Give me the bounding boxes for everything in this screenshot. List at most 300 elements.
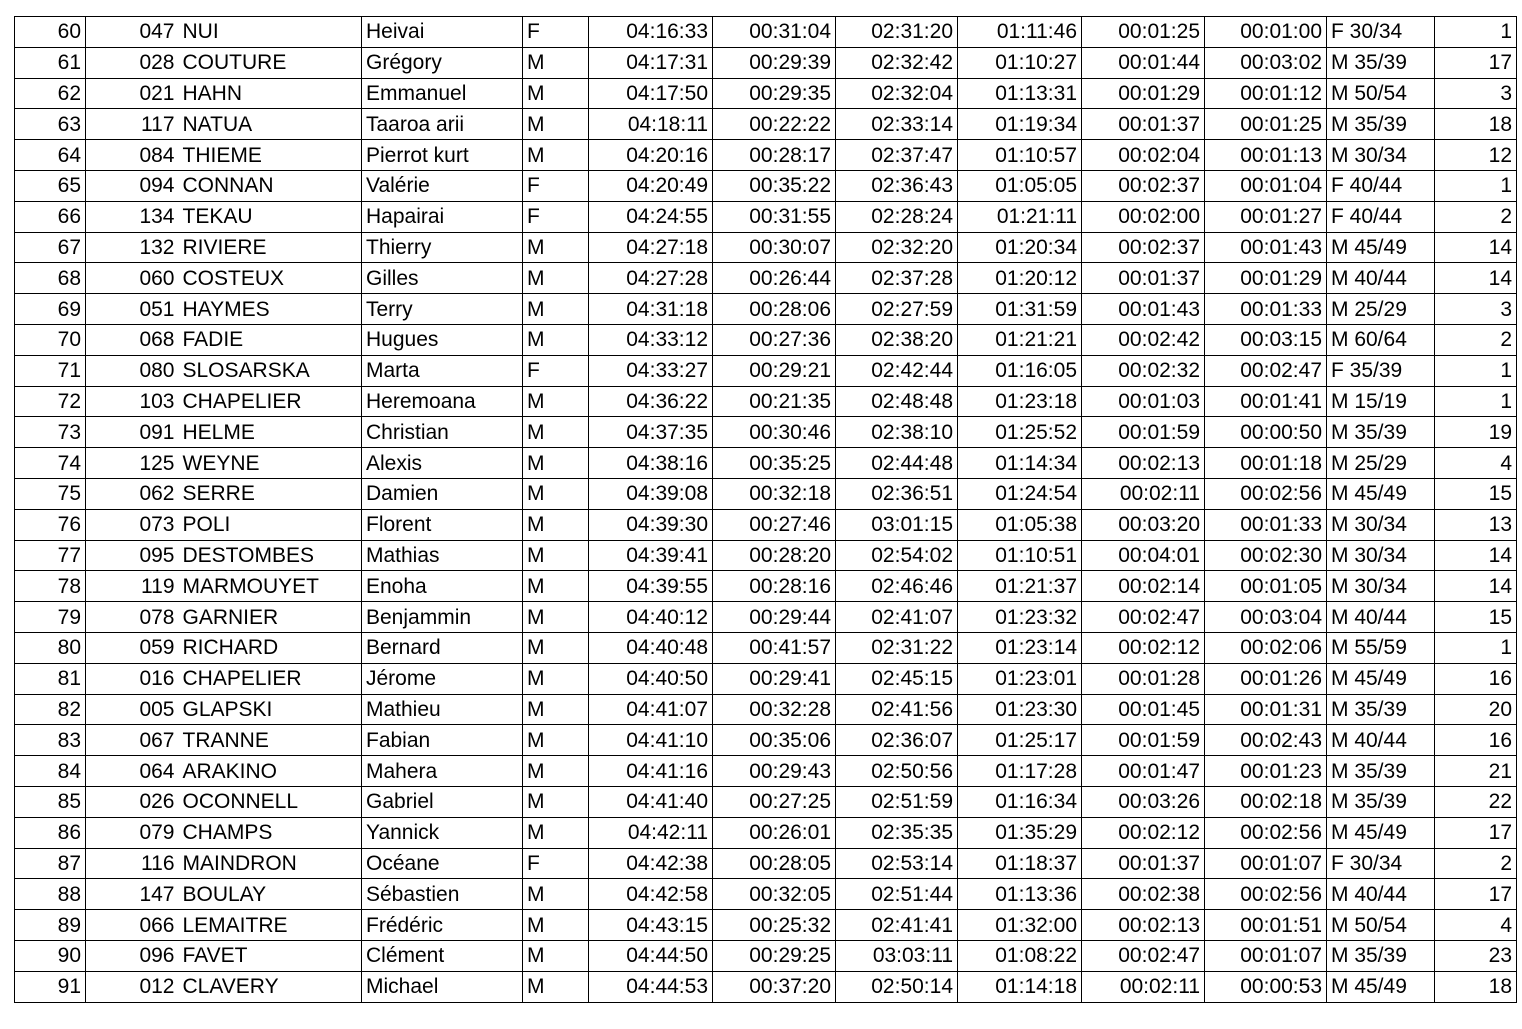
split-3-cell: 01:10:57: [958, 140, 1082, 171]
total-time-cell: 04:16:33: [589, 17, 713, 48]
split-3-cell: 01:14:34: [958, 448, 1082, 479]
split-1-cell: 00:27:25: [713, 786, 836, 817]
category-cell: M 25/29: [1327, 294, 1435, 325]
category-cell: M 30/34: [1327, 540, 1435, 571]
split-3-cell: 01:21:11: [958, 201, 1082, 232]
category-rank-cell: 15: [1435, 478, 1517, 509]
transition-2-cell: 00:01:33: [1205, 294, 1327, 325]
total-time-cell: 04:41:40: [589, 786, 713, 817]
transition-2-cell: 00:01:12: [1205, 78, 1327, 109]
split-2-cell: 02:48:48: [836, 386, 958, 417]
table-row: [15, 756, 1517, 787]
category-rank-cell: 2: [1435, 201, 1517, 232]
split-2-cell: 02:32:20: [836, 232, 958, 263]
split-1-cell: 00:21:35: [713, 386, 836, 417]
total-time-cell: 04:33:12: [589, 324, 713, 355]
rank-cell: 62: [15, 78, 86, 109]
table-row: [15, 940, 1517, 971]
table-row: [15, 571, 1517, 602]
rank-cell: 68: [15, 263, 86, 294]
sex-cell: M: [523, 817, 589, 848]
split-2-cell: 02:37:47: [836, 140, 958, 171]
category-rank-cell: 17: [1435, 879, 1517, 910]
sex-cell: M: [523, 540, 589, 571]
transition-2-cell: 00:01:04: [1205, 170, 1327, 201]
table-row: [15, 786, 1517, 817]
bib-cell: 026: [86, 786, 179, 817]
results-body: [15, 17, 1517, 1003]
last-name-cell: FAVET: [179, 940, 362, 971]
total-time-cell: 04:39:41: [589, 540, 713, 571]
transition-1-cell: 00:04:01: [1082, 540, 1205, 571]
rank-cell: 87: [15, 848, 86, 879]
rank-cell: 81: [15, 663, 86, 694]
transition-1-cell: 00:01:37: [1082, 848, 1205, 879]
split-1-cell: 00:32:05: [713, 879, 836, 910]
total-time-cell: 04:18:11: [589, 109, 713, 140]
total-time-cell: 04:17:50: [589, 78, 713, 109]
category-cell: F 30/34: [1327, 848, 1435, 879]
rank-cell: 75: [15, 478, 86, 509]
category-cell: F 30/34: [1327, 17, 1435, 48]
transition-1-cell: 00:01:25: [1082, 17, 1205, 48]
category-cell: M 45/49: [1327, 663, 1435, 694]
category-cell: F 40/44: [1327, 201, 1435, 232]
category-rank-cell: 1: [1435, 355, 1517, 386]
split-1-cell: 00:31:55: [713, 201, 836, 232]
total-time-cell: 04:37:35: [589, 417, 713, 448]
split-3-cell: 01:23:32: [958, 602, 1082, 633]
first-name-cell: Mathieu: [362, 694, 523, 725]
last-name-cell: POLI: [179, 509, 362, 540]
category-cell: M 35/39: [1327, 109, 1435, 140]
transition-1-cell: 00:02:11: [1082, 971, 1205, 1002]
first-name-cell: Taaroa arii: [362, 109, 523, 140]
split-1-cell: 00:27:46: [713, 509, 836, 540]
table-row: [15, 632, 1517, 663]
first-name-cell: Emmanuel: [362, 78, 523, 109]
transition-2-cell: 00:02:56: [1205, 879, 1327, 910]
last-name-cell: TRANNE: [179, 725, 362, 756]
bib-cell: 047: [86, 17, 179, 48]
transition-2-cell: 00:01:07: [1205, 940, 1327, 971]
rank-cell: 61: [15, 47, 86, 78]
split-1-cell: 00:35:06: [713, 725, 836, 756]
first-name-cell: Hapairai: [362, 201, 523, 232]
sex-cell: F: [523, 170, 589, 201]
bib-cell: 117: [86, 109, 179, 140]
transition-2-cell: 00:03:04: [1205, 602, 1327, 633]
rank-cell: 66: [15, 201, 86, 232]
table-row: [15, 140, 1517, 171]
bib-cell: 078: [86, 602, 179, 633]
first-name-cell: Enoha: [362, 571, 523, 602]
rank-cell: 60: [15, 17, 86, 48]
bib-cell: 051: [86, 294, 179, 325]
split-2-cell: 02:41:41: [836, 910, 958, 941]
total-time-cell: 04:20:49: [589, 170, 713, 201]
last-name-cell: SLOSARSKA: [179, 355, 362, 386]
total-time-cell: 04:40:50: [589, 663, 713, 694]
table-row: [15, 694, 1517, 725]
transition-1-cell: 00:01:47: [1082, 756, 1205, 787]
transition-1-cell: 00:01:43: [1082, 294, 1205, 325]
split-3-cell: 01:23:18: [958, 386, 1082, 417]
transition-2-cell: 00:02:56: [1205, 478, 1327, 509]
split-3-cell: 01:11:46: [958, 17, 1082, 48]
last-name-cell: LEMAITRE: [179, 910, 362, 941]
rank-cell: 67: [15, 232, 86, 263]
transition-1-cell: 00:02:42: [1082, 324, 1205, 355]
rank-cell: 88: [15, 879, 86, 910]
results-table: [14, 16, 1517, 1003]
transition-1-cell: 00:01:59: [1082, 417, 1205, 448]
table-row: [15, 817, 1517, 848]
bib-cell: 059: [86, 632, 179, 663]
category-rank-cell: 22: [1435, 786, 1517, 817]
split-1-cell: 00:31:04: [713, 17, 836, 48]
split-1-cell: 00:28:05: [713, 848, 836, 879]
bib-cell: 095: [86, 540, 179, 571]
transition-1-cell: 00:02:32: [1082, 355, 1205, 386]
first-name-cell: Gabriel: [362, 786, 523, 817]
sex-cell: M: [523, 78, 589, 109]
rank-cell: 72: [15, 386, 86, 417]
transition-1-cell: 00:01:45: [1082, 694, 1205, 725]
category-rank-cell: 16: [1435, 725, 1517, 756]
category-rank-cell: 1: [1435, 386, 1517, 417]
split-2-cell: 02:50:14: [836, 971, 958, 1002]
category-cell: M 60/64: [1327, 324, 1435, 355]
bib-cell: 005: [86, 694, 179, 725]
category-rank-cell: 15: [1435, 602, 1517, 633]
bib-cell: 132: [86, 232, 179, 263]
transition-2-cell: 00:01:51: [1205, 910, 1327, 941]
transition-1-cell: 00:02:37: [1082, 170, 1205, 201]
split-1-cell: 00:28:17: [713, 140, 836, 171]
first-name-cell: Clément: [362, 940, 523, 971]
sex-cell: M: [523, 786, 589, 817]
split-3-cell: 01:25:52: [958, 417, 1082, 448]
sex-cell: M: [523, 971, 589, 1002]
last-name-cell: HELME: [179, 417, 362, 448]
first-name-cell: Mahera: [362, 756, 523, 787]
first-name-cell: Marta: [362, 355, 523, 386]
total-time-cell: 04:39:55: [589, 571, 713, 602]
category-cell: M 45/49: [1327, 971, 1435, 1002]
last-name-cell: RIVIERE: [179, 232, 362, 263]
split-1-cell: 00:29:39: [713, 47, 836, 78]
category-rank-cell: 4: [1435, 448, 1517, 479]
category-cell: M 40/44: [1327, 602, 1435, 633]
category-cell: M 15/19: [1327, 386, 1435, 417]
split-3-cell: 01:23:01: [958, 663, 1082, 694]
table-row: [15, 509, 1517, 540]
category-rank-cell: 14: [1435, 540, 1517, 571]
first-name-cell: Sébastien: [362, 879, 523, 910]
transition-2-cell: 00:01:31: [1205, 694, 1327, 725]
split-3-cell: 01:18:37: [958, 848, 1082, 879]
table-row: [15, 170, 1517, 201]
rank-cell: 73: [15, 417, 86, 448]
category-cell: M 35/39: [1327, 417, 1435, 448]
rank-cell: 70: [15, 324, 86, 355]
sex-cell: F: [523, 848, 589, 879]
transition-2-cell: 00:01:33: [1205, 509, 1327, 540]
split-2-cell: 02:33:14: [836, 109, 958, 140]
bib-cell: 068: [86, 324, 179, 355]
total-time-cell: 04:44:53: [589, 971, 713, 1002]
category-rank-cell: 19: [1435, 417, 1517, 448]
category-rank-cell: 2: [1435, 324, 1517, 355]
split-2-cell: 02:31:22: [836, 632, 958, 663]
split-2-cell: 02:46:46: [836, 571, 958, 602]
bib-cell: 064: [86, 756, 179, 787]
category-rank-cell: 1: [1435, 170, 1517, 201]
rank-cell: 82: [15, 694, 86, 725]
transition-1-cell: 00:02:47: [1082, 940, 1205, 971]
category-rank-cell: 13: [1435, 509, 1517, 540]
split-3-cell: 01:21:37: [958, 571, 1082, 602]
transition-2-cell: 00:03:02: [1205, 47, 1327, 78]
split-3-cell: 01:16:05: [958, 355, 1082, 386]
last-name-cell: CLAVERY: [179, 971, 362, 1002]
split-2-cell: 02:50:56: [836, 756, 958, 787]
sex-cell: M: [523, 386, 589, 417]
bib-cell: 096: [86, 940, 179, 971]
transition-2-cell: 00:01:27: [1205, 201, 1327, 232]
category-cell: M 40/44: [1327, 263, 1435, 294]
bib-cell: 134: [86, 201, 179, 232]
split-2-cell: 02:54:02: [836, 540, 958, 571]
bib-cell: 066: [86, 910, 179, 941]
split-3-cell: 01:23:14: [958, 632, 1082, 663]
split-3-cell: 01:25:17: [958, 725, 1082, 756]
split-2-cell: 02:41:07: [836, 602, 958, 633]
last-name-cell: COSTEUX: [179, 263, 362, 294]
category-rank-cell: 20: [1435, 694, 1517, 725]
first-name-cell: Fabian: [362, 725, 523, 756]
first-name-cell: Heivai: [362, 17, 523, 48]
total-time-cell: 04:31:18: [589, 294, 713, 325]
split-3-cell: 01:31:59: [958, 294, 1082, 325]
last-name-cell: OCONNELL: [179, 786, 362, 817]
bib-cell: 080: [86, 355, 179, 386]
first-name-cell: Yannick: [362, 817, 523, 848]
table-row: [15, 201, 1517, 232]
first-name-cell: Florent: [362, 509, 523, 540]
transition-2-cell: 00:02:18: [1205, 786, 1327, 817]
first-name-cell: Pierrot kurt: [362, 140, 523, 171]
table-row: [15, 725, 1517, 756]
bib-cell: 062: [86, 478, 179, 509]
last-name-cell: DESTOMBES: [179, 540, 362, 571]
last-name-cell: ARAKINO: [179, 756, 362, 787]
bib-cell: 073: [86, 509, 179, 540]
transition-1-cell: 00:02:12: [1082, 632, 1205, 663]
split-1-cell: 00:35:25: [713, 448, 836, 479]
first-name-cell: Frédéric: [362, 910, 523, 941]
split-3-cell: 01:24:54: [958, 478, 1082, 509]
sex-cell: M: [523, 232, 589, 263]
sex-cell: M: [523, 448, 589, 479]
transition-2-cell: 00:01:43: [1205, 232, 1327, 263]
sex-cell: F: [523, 355, 589, 386]
category-rank-cell: 3: [1435, 78, 1517, 109]
split-2-cell: 02:32:42: [836, 47, 958, 78]
split-2-cell: 02:51:59: [836, 786, 958, 817]
bib-cell: 094: [86, 170, 179, 201]
table-row: [15, 355, 1517, 386]
total-time-cell: 04:39:08: [589, 478, 713, 509]
split-2-cell: 02:36:07: [836, 725, 958, 756]
last-name-cell: GLAPSKI: [179, 694, 362, 725]
sex-cell: F: [523, 17, 589, 48]
sex-cell: M: [523, 478, 589, 509]
category-cell: M 45/49: [1327, 478, 1435, 509]
table-row: [15, 109, 1517, 140]
last-name-cell: GARNIER: [179, 602, 362, 633]
split-2-cell: 02:42:44: [836, 355, 958, 386]
table-row: [15, 232, 1517, 263]
last-name-cell: NATUA: [179, 109, 362, 140]
split-1-cell: 00:32:18: [713, 478, 836, 509]
sex-cell: M: [523, 109, 589, 140]
total-time-cell: 04:41:10: [589, 725, 713, 756]
split-1-cell: 00:29:41: [713, 663, 836, 694]
split-1-cell: 00:28:06: [713, 294, 836, 325]
transition-1-cell: 00:01:28: [1082, 663, 1205, 694]
transition-2-cell: 00:02:06: [1205, 632, 1327, 663]
split-2-cell: 02:38:10: [836, 417, 958, 448]
total-time-cell: 04:42:58: [589, 879, 713, 910]
rank-cell: 86: [15, 817, 86, 848]
bib-cell: 021: [86, 78, 179, 109]
split-2-cell: 02:31:20: [836, 17, 958, 48]
rank-cell: 80: [15, 632, 86, 663]
transition-1-cell: 00:02:37: [1082, 232, 1205, 263]
split-1-cell: 00:28:20: [713, 540, 836, 571]
total-time-cell: 04:27:28: [589, 263, 713, 294]
bib-cell: 103: [86, 386, 179, 417]
split-2-cell: 02:36:43: [836, 170, 958, 201]
transition-2-cell: 00:01:29: [1205, 263, 1327, 294]
total-time-cell: 04:40:12: [589, 602, 713, 633]
category-cell: M 25/29: [1327, 448, 1435, 479]
category-cell: M 55/59: [1327, 632, 1435, 663]
category-cell: M 30/34: [1327, 571, 1435, 602]
rank-cell: 79: [15, 602, 86, 633]
split-1-cell: 00:32:28: [713, 694, 836, 725]
transition-1-cell: 00:01:44: [1082, 47, 1205, 78]
split-3-cell: 01:13:31: [958, 78, 1082, 109]
first-name-cell: Benjammin: [362, 602, 523, 633]
sex-cell: M: [523, 663, 589, 694]
category-rank-cell: 17: [1435, 47, 1517, 78]
transition-1-cell: 00:02:14: [1082, 571, 1205, 602]
split-2-cell: 02:45:15: [836, 663, 958, 694]
rank-cell: 85: [15, 786, 86, 817]
rank-cell: 90: [15, 940, 86, 971]
last-name-cell: COUTURE: [179, 47, 362, 78]
first-name-cell: Jérome: [362, 663, 523, 694]
category-rank-cell: 12: [1435, 140, 1517, 171]
table-row: [15, 602, 1517, 633]
transition-2-cell: 00:01:41: [1205, 386, 1327, 417]
total-time-cell: 04:33:27: [589, 355, 713, 386]
bib-cell: 012: [86, 971, 179, 1002]
transition-2-cell: 00:01:00: [1205, 17, 1327, 48]
sex-cell: M: [523, 725, 589, 756]
total-time-cell: 04:42:11: [589, 817, 713, 848]
split-1-cell: 00:35:22: [713, 170, 836, 201]
split-3-cell: 01:13:36: [958, 879, 1082, 910]
split-1-cell: 00:37:20: [713, 971, 836, 1002]
transition-2-cell: 00:02:47: [1205, 355, 1327, 386]
split-3-cell: 01:14:18: [958, 971, 1082, 1002]
category-cell: M 40/44: [1327, 725, 1435, 756]
transition-1-cell: 00:02:13: [1082, 910, 1205, 941]
split-3-cell: 01:20:34: [958, 232, 1082, 263]
category-rank-cell: 1: [1435, 632, 1517, 663]
split-1-cell: 00:30:07: [713, 232, 836, 263]
split-1-cell: 00:41:57: [713, 632, 836, 663]
table-row: [15, 448, 1517, 479]
rank-cell: 78: [15, 571, 86, 602]
category-rank-cell: 14: [1435, 571, 1517, 602]
split-2-cell: 03:01:15: [836, 509, 958, 540]
split-3-cell: 01:23:30: [958, 694, 1082, 725]
table-row: [15, 540, 1517, 571]
split-1-cell: 00:26:44: [713, 263, 836, 294]
first-name-cell: Heremoana: [362, 386, 523, 417]
first-name-cell: Thierry: [362, 232, 523, 263]
split-2-cell: 02:41:56: [836, 694, 958, 725]
transition-1-cell: 00:02:12: [1082, 817, 1205, 848]
transition-2-cell: 00:01:07: [1205, 848, 1327, 879]
split-2-cell: 02:37:28: [836, 263, 958, 294]
last-name-cell: HAHN: [179, 78, 362, 109]
rank-cell: 74: [15, 448, 86, 479]
bib-cell: 060: [86, 263, 179, 294]
total-time-cell: 04:20:16: [589, 140, 713, 171]
split-2-cell: 03:03:11: [836, 940, 958, 971]
category-cell: M 30/34: [1327, 509, 1435, 540]
split-3-cell: 01:35:29: [958, 817, 1082, 848]
total-time-cell: 04:24:55: [589, 201, 713, 232]
transition-1-cell: 00:02:11: [1082, 478, 1205, 509]
sex-cell: F: [523, 201, 589, 232]
table-row: [15, 17, 1517, 48]
first-name-cell: Gilles: [362, 263, 523, 294]
last-name-cell: HAYMES: [179, 294, 362, 325]
split-3-cell: 01:17:28: [958, 756, 1082, 787]
last-name-cell: THIEME: [179, 140, 362, 171]
rank-cell: 65: [15, 170, 86, 201]
total-time-cell: 04:39:30: [589, 509, 713, 540]
category-rank-cell: 14: [1435, 232, 1517, 263]
table-row: [15, 263, 1517, 294]
transition-1-cell: 00:02:13: [1082, 448, 1205, 479]
bib-cell: 119: [86, 571, 179, 602]
transition-1-cell: 00:01:37: [1082, 109, 1205, 140]
category-cell: M 50/54: [1327, 910, 1435, 941]
first-name-cell: Mathias: [362, 540, 523, 571]
last-name-cell: BOULAY: [179, 879, 362, 910]
sex-cell: M: [523, 879, 589, 910]
split-1-cell: 00:30:46: [713, 417, 836, 448]
category-rank-cell: 17: [1435, 817, 1517, 848]
